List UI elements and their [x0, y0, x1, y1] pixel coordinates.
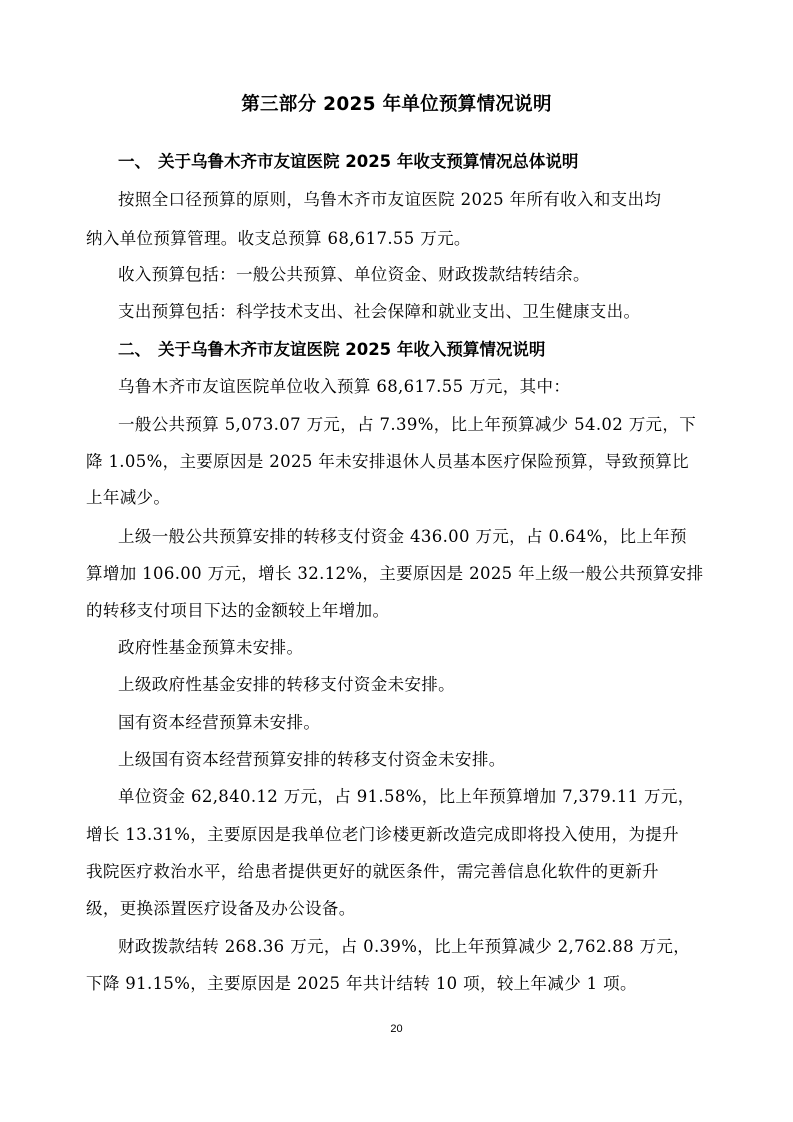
paragraph-line: 收入预算包括：一般公共预算、单位资金、财政拨款结转结余。	[118, 265, 590, 284]
section-heading-text: 关于乌鲁木齐市友谊医院 2025 年收入预算情况说明	[158, 340, 546, 359]
section-heading-1	[118, 150, 578, 174]
paragraph-line: 上级政府性基金安排的转移支付资金未安排。	[118, 675, 455, 694]
paragraph-line: 支出预算包括：科学技术支出、社会保障和就业支出、卫生健康支出。	[118, 302, 641, 321]
section-heading-text: 关于乌鲁木齐市友谊医院 2025 年收支预算情况总体说明	[158, 152, 579, 171]
paragraph-line: 增长 13.31%，主要原因是我单位老门诊楼更新改造完成即将投入使用，为提升	[86, 825, 679, 844]
paragraph-line: 单位资金 62,840.12 万元，占 91.58%，比上年预算增加 7,379.11 万元，	[118, 787, 695, 806]
paragraph-line: 降 1.05%，主要原因是 2025 年未安排退休人员基本医疗保险预算，导致预算比	[86, 452, 689, 471]
paragraph-line: 乌鲁木齐市友谊医院单位收入预算 68,617.55 万元，其中：	[118, 377, 571, 396]
paragraph-line: 按照全口径预算的原则，乌鲁木齐市友谊医院 2025 年所有收入和支出均	[118, 190, 662, 209]
paragraph-line: 算增加 106.00 万元，增长 32.12%，主要原因是 2025 年上级一般公共预算安排	[86, 564, 704, 583]
paragraph-line: 下降 91.15%，主要原因是 2025 年共计结转 10 项，较上年减少 1 项。	[86, 974, 637, 993]
page-title: 第三部分 2025 年单位预算情况说明	[241, 94, 552, 115]
section-heading-2	[118, 338, 545, 362]
page-number: 20	[390, 1023, 403, 1035]
paragraph-line: 级，更换添置医疗设备及办公设备。	[86, 899, 356, 918]
paragraph-line: 的转移支付项目下达的金额较上年增加。	[86, 601, 390, 620]
paragraph-line: 我院医疗救治水平，给患者提供更好的就医条件，需完善信息化软件的更新升	[86, 862, 659, 881]
paragraph-line: 纳入单位预算管理。收支总预算 68,617.55 万元。	[86, 229, 471, 248]
paragraph-line: 国有资本经营预算未安排。	[118, 713, 321, 732]
paragraph-line: 财政拨款结转 268.36 万元，占 0.39%，比上年预算减少 2,762.88 万元，	[118, 937, 691, 956]
paragraph-line: 上年减少。	[86, 488, 171, 507]
section-number: 二、	[118, 340, 151, 359]
paragraph-line: 上级国有资本经营预算安排的转移支付资金未安排。	[118, 750, 506, 769]
section-number: 一、	[118, 152, 151, 171]
paragraph-line: 一般公共预算 5,073.07 万元，占 7.39%，比上年预算减少 54.02 万元，下	[118, 415, 697, 434]
paragraph-line: 政府性基金预算未安排。	[118, 638, 304, 657]
paragraph-line: 上级一般公共预算安排的转移支付资金 436.00 万元，占 0.64%，比上年预	[118, 527, 687, 546]
